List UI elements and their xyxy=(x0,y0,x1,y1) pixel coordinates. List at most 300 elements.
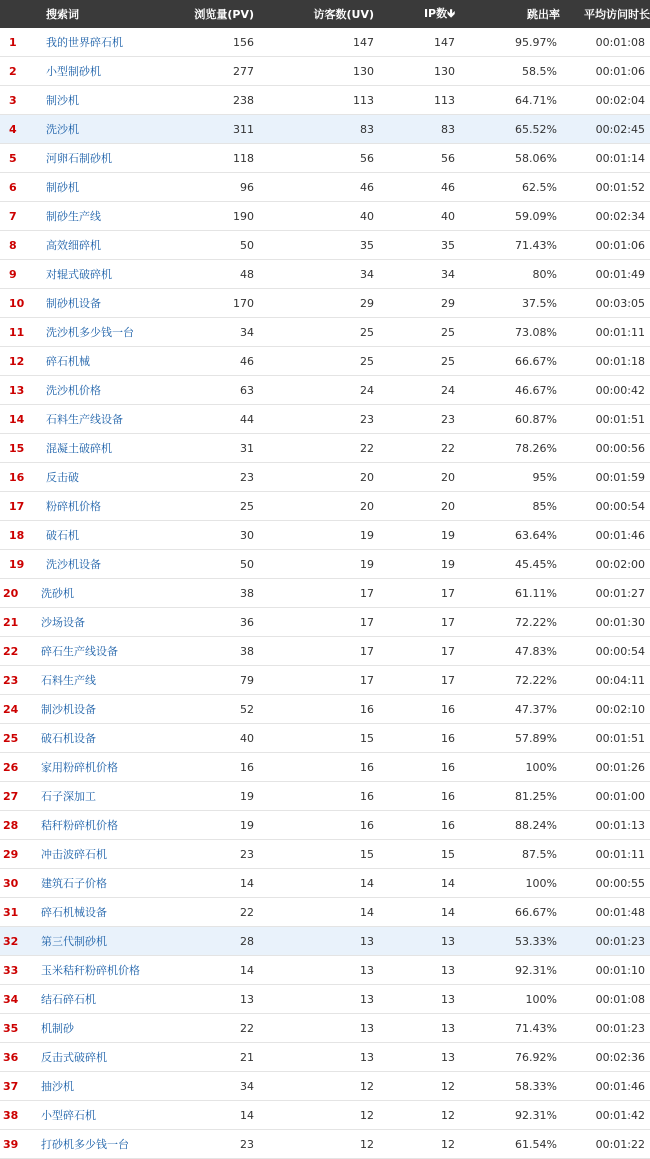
avg-visit-time-value: 00:01:18 xyxy=(560,347,650,376)
pv-value: 13 xyxy=(156,985,254,1014)
table-row xyxy=(0,898,650,927)
row-index: 3 xyxy=(0,86,36,115)
bounce-rate-value: 72.22% xyxy=(459,666,560,695)
table-row xyxy=(0,463,650,492)
ip-value: 12 xyxy=(374,1072,459,1101)
pv-value: 46 xyxy=(156,347,254,376)
avg-visit-time-value: 00:01:06 xyxy=(560,57,650,86)
keyword-link[interactable]: 洗砂机 xyxy=(36,579,156,608)
avg-visit-time-value: 00:01:42 xyxy=(560,1101,650,1130)
pv-value: 23 xyxy=(156,840,254,869)
keyword-link[interactable]: 制砂生产线 xyxy=(36,202,156,231)
keyword-link[interactable]: 对辊式破碎机 xyxy=(36,260,156,289)
avg-visit-time-value: 00:01:08 xyxy=(560,28,650,57)
keyword-link[interactable]: 我的世界碎石机 xyxy=(36,28,156,57)
ip-value: 16 xyxy=(374,811,459,840)
avg-visit-time-value: 00:01:26 xyxy=(560,753,650,782)
avg-visit-time-value: 00:02:00 xyxy=(560,550,650,579)
table-row xyxy=(0,289,650,318)
avg-visit-time-value: 00:01:22 xyxy=(560,1130,650,1159)
pv-value: 25 xyxy=(156,492,254,521)
uv-value: 16 xyxy=(254,695,374,724)
avg-visit-time-value: 00:01:14 xyxy=(560,144,650,173)
avg-visit-time-value: 00:01:49 xyxy=(560,260,650,289)
avg-visit-time-value: 00:01:30 xyxy=(560,608,650,637)
keyword-link[interactable]: 河卵石制砂机 xyxy=(36,144,156,173)
ip-header-label: IP数 xyxy=(423,6,448,20)
pv-value: 22 xyxy=(156,1014,254,1043)
uv-value: 17 xyxy=(254,579,374,608)
index-header xyxy=(0,0,36,28)
uv-value: 12 xyxy=(254,1072,374,1101)
table-row xyxy=(0,985,650,1014)
keyword-link[interactable]: 制沙机 xyxy=(36,86,156,115)
pv-value: 30 xyxy=(156,521,254,550)
bounce-rate-value: 100% xyxy=(459,985,560,1014)
avg-visit-time-value: 00:01:46 xyxy=(560,521,650,550)
keyword-link[interactable]: 沙场设备 xyxy=(36,608,156,637)
bounce-rate-value: 62.5% xyxy=(459,173,560,202)
table-header-row xyxy=(0,0,650,28)
avg-visit-time-value: 00:00:54 xyxy=(560,637,650,666)
table-row xyxy=(0,608,650,637)
row-index: 31 xyxy=(0,898,36,927)
bounce-rate-value: 37.5% xyxy=(459,289,560,318)
bounce-rate-value: 85% xyxy=(459,492,560,521)
uv-value: 29 xyxy=(254,289,374,318)
row-index: 6 xyxy=(0,173,36,202)
avg-visit-time-value: 00:01:23 xyxy=(560,1014,650,1043)
ip-value: 13 xyxy=(374,1014,459,1043)
pv-value: 38 xyxy=(156,637,254,666)
row-index: 11 xyxy=(0,318,36,347)
ip-value: 40 xyxy=(374,202,459,231)
ip-value: 113 xyxy=(374,86,459,115)
row-index: 29 xyxy=(0,840,36,869)
bounce-rate-value: 53.33% xyxy=(459,927,560,956)
pv-value: 19 xyxy=(156,782,254,811)
bounce-rate-value: 63.64% xyxy=(459,521,560,550)
table-row xyxy=(0,550,650,579)
pv-value: 36 xyxy=(156,608,254,637)
keyword-link[interactable]: 结石碎石机 xyxy=(36,985,156,1014)
ip-value: 25 xyxy=(374,347,459,376)
keyword-link[interactable]: 第三代制砂机 xyxy=(36,927,156,956)
avg-visit-time-value: 00:01:51 xyxy=(560,405,650,434)
keyword-link[interactable]: 碎石机械 xyxy=(36,347,156,376)
pv-value: 23 xyxy=(156,1130,254,1159)
row-index: 24 xyxy=(0,695,36,724)
keyword-link[interactable]: 小型碎石机 xyxy=(36,1101,156,1130)
bounce-rate-value: 64.71% xyxy=(459,86,560,115)
row-index: 1 xyxy=(0,28,36,57)
pv-value: 23 xyxy=(156,463,254,492)
pv-value: 21 xyxy=(156,1043,254,1072)
pv-value: 34 xyxy=(156,1072,254,1101)
ip-value: 130 xyxy=(374,57,459,86)
keyword-link[interactable]: 秸秆粉碎机价格 xyxy=(36,811,156,840)
ip-header[interactable] xyxy=(374,0,459,28)
avg-visit-time-value: 00:02:36 xyxy=(560,1043,650,1072)
bounce-rate-value: 61.54% xyxy=(459,1130,560,1159)
keyword-link[interactable]: 破石机设备 xyxy=(36,724,156,753)
row-index: 23 xyxy=(0,666,36,695)
ip-value: 22 xyxy=(374,434,459,463)
uv-value: 40 xyxy=(254,202,374,231)
keyword-link[interactable]: 洗沙机价格 xyxy=(36,376,156,405)
uv-value: 23 xyxy=(254,405,374,434)
uv-value: 20 xyxy=(254,492,374,521)
keyword-link[interactable]: 小型制砂机 xyxy=(36,57,156,86)
uv-value: 25 xyxy=(254,318,374,347)
keyword-link[interactable]: 破石机 xyxy=(36,521,156,550)
pv-value: 118 xyxy=(156,144,254,173)
row-index: 17 xyxy=(0,492,36,521)
bounce-rate-value: 45.45% xyxy=(459,550,560,579)
row-index: 27 xyxy=(0,782,36,811)
pv-value: 14 xyxy=(156,1101,254,1130)
table-row xyxy=(0,492,650,521)
table-row xyxy=(0,434,650,463)
row-index: 39 xyxy=(0,1130,36,1159)
uv-value: 35 xyxy=(254,231,374,260)
ip-value: 13 xyxy=(374,927,459,956)
ip-value: 19 xyxy=(374,521,459,550)
row-index: 10 xyxy=(0,289,36,318)
bounce-rate-value: 65.52% xyxy=(459,115,560,144)
avg-visit-time-value: 00:01:48 xyxy=(560,898,650,927)
table-row xyxy=(0,115,650,144)
avg-visit-time-value: 00:01:59 xyxy=(560,463,650,492)
uv-value: 17 xyxy=(254,637,374,666)
uv-value: 22 xyxy=(254,434,374,463)
uv-value: 14 xyxy=(254,869,374,898)
row-index: 21 xyxy=(0,608,36,637)
avg-visit-time-value: 00:00:56 xyxy=(560,434,650,463)
avg-visit-time-value: 00:01:23 xyxy=(560,927,650,956)
uv-value: 113 xyxy=(254,86,374,115)
ip-value: 14 xyxy=(374,869,459,898)
keyword-link[interactable]: 碎石生产线设备 xyxy=(36,637,156,666)
uv-value: 46 xyxy=(254,173,374,202)
keyword-link[interactable]: 家用粉碎机价格 xyxy=(36,753,156,782)
table-row xyxy=(0,318,650,347)
row-index: 36 xyxy=(0,1043,36,1072)
table-row xyxy=(0,927,650,956)
table-row xyxy=(0,840,650,869)
bounce-rate-value: 92.31% xyxy=(459,956,560,985)
bounce-rate-value: 46.67% xyxy=(459,376,560,405)
avg-visit-time-value: 00:01:11 xyxy=(560,318,650,347)
uv-value: 16 xyxy=(254,753,374,782)
table-row xyxy=(0,347,650,376)
arrow-down-icon: 🡻 xyxy=(447,6,455,20)
pv-value: 190 xyxy=(156,202,254,231)
avg-visit-time-value: 00:03:05 xyxy=(560,289,650,318)
table-row xyxy=(0,86,650,115)
ip-value: 12 xyxy=(374,1130,459,1159)
uv-value: 12 xyxy=(254,1101,374,1130)
pv-value: 40 xyxy=(156,724,254,753)
ip-value: 13 xyxy=(374,956,459,985)
bounce-rate-value: 88.24% xyxy=(459,811,560,840)
keyword-link[interactable]: 洗沙机 xyxy=(36,115,156,144)
table-row xyxy=(0,579,650,608)
bounce-rate-value: 76.92% xyxy=(459,1043,560,1072)
ip-value: 83 xyxy=(374,115,459,144)
row-index: 4 xyxy=(0,115,36,144)
bounce-rate-value: 95% xyxy=(459,463,560,492)
keyword-link[interactable]: 打砂机多少钱一台 xyxy=(36,1130,156,1159)
bounce-rate-value: 60.87% xyxy=(459,405,560,434)
avg-visit-time-value: 00:00:55 xyxy=(560,869,650,898)
row-index: 16 xyxy=(0,463,36,492)
avg-visit-time-value: 00:01:00 xyxy=(560,782,650,811)
pv-value: 34 xyxy=(156,318,254,347)
avg-visit-time-value: 00:00:42 xyxy=(560,376,650,405)
pv-value: 31 xyxy=(156,434,254,463)
row-index: 37 xyxy=(0,1072,36,1101)
row-index: 22 xyxy=(0,637,36,666)
table-row xyxy=(0,695,650,724)
uv-value: 147 xyxy=(254,28,374,57)
uv-value: 13 xyxy=(254,985,374,1014)
uv-value: 17 xyxy=(254,666,374,695)
pv-header[interactable]: 浏览量(PV) xyxy=(194,8,254,21)
keyword-link[interactable]: 洗沙机多少钱一台 xyxy=(36,318,156,347)
pv-value: 16 xyxy=(156,753,254,782)
ip-value: 17 xyxy=(374,579,459,608)
pv-value: 156 xyxy=(156,28,254,57)
row-index: 26 xyxy=(0,753,36,782)
ip-value: 17 xyxy=(374,608,459,637)
bounce-rate-value: 61.11% xyxy=(459,579,560,608)
uv-value: 56 xyxy=(254,144,374,173)
row-index: 19 xyxy=(0,550,36,579)
avg-visit-time-value: 00:01:10 xyxy=(560,956,650,985)
ip-value: 12 xyxy=(374,1101,459,1130)
row-index: 8 xyxy=(0,231,36,260)
table-row xyxy=(0,57,650,86)
ip-value: 147 xyxy=(374,28,459,57)
bounce-rate-value: 100% xyxy=(459,753,560,782)
ip-value: 16 xyxy=(374,695,459,724)
uv-value: 83 xyxy=(254,115,374,144)
table-row xyxy=(0,956,650,985)
table-body xyxy=(0,28,650,1159)
ip-value: 25 xyxy=(374,318,459,347)
row-index: 18 xyxy=(0,521,36,550)
row-index: 25 xyxy=(0,724,36,753)
keyword-link[interactable]: 建筑石子价格 xyxy=(36,869,156,898)
table-row xyxy=(0,231,650,260)
avg-visit-time-value: 00:01:52 xyxy=(560,173,650,202)
keyword-link[interactable]: 石料生产线 xyxy=(36,666,156,695)
row-index: 2 xyxy=(0,57,36,86)
pv-value: 277 xyxy=(156,57,254,86)
table-row xyxy=(0,811,650,840)
row-index: 5 xyxy=(0,144,36,173)
pv-value: 44 xyxy=(156,405,254,434)
bounce-rate-value: 47.83% xyxy=(459,637,560,666)
bounce-rate-value: 58.06% xyxy=(459,144,560,173)
pv-value: 50 xyxy=(156,231,254,260)
keyword-link[interactable]: 机制砂 xyxy=(36,1014,156,1043)
ip-value: 13 xyxy=(374,985,459,1014)
bounce-rate-value: 80% xyxy=(459,260,560,289)
avg-visit-time-value: 00:01:08 xyxy=(560,985,650,1014)
bounce-rate-value: 72.22% xyxy=(459,608,560,637)
row-index: 28 xyxy=(0,811,36,840)
bounce-rate-value: 58.5% xyxy=(459,57,560,86)
keyword-link[interactable]: 石子深加工 xyxy=(36,782,156,811)
pv-value: 38 xyxy=(156,579,254,608)
ip-value: 23 xyxy=(374,405,459,434)
bounce-rate-value: 66.67% xyxy=(459,347,560,376)
bounce-rate-value: 57.89% xyxy=(459,724,560,753)
bounce-rate-value: 59.09% xyxy=(459,202,560,231)
avg-visit-time-value: 00:02:34 xyxy=(560,202,650,231)
pv-value: 170 xyxy=(156,289,254,318)
pv-value: 79 xyxy=(156,666,254,695)
pv-value: 63 xyxy=(156,376,254,405)
uv-value: 13 xyxy=(254,927,374,956)
ip-value: 14 xyxy=(374,898,459,927)
table-row xyxy=(0,28,650,57)
keyword-link[interactable]: 粉碎机价格 xyxy=(36,492,156,521)
bounce-rate-value: 66.67% xyxy=(459,898,560,927)
avg-visit-time-value: 00:02:45 xyxy=(560,115,650,144)
keyword-link[interactable]: 反击破 xyxy=(36,463,156,492)
avg-visit-time-value: 00:04:11 xyxy=(560,666,650,695)
pv-value: 19 xyxy=(156,811,254,840)
pv-value: 14 xyxy=(156,956,254,985)
avg-visit-time-value: 00:01:27 xyxy=(560,579,650,608)
ip-value: 17 xyxy=(374,666,459,695)
keyword-link[interactable]: 抽沙机 xyxy=(36,1072,156,1101)
ip-value: 20 xyxy=(374,463,459,492)
table-row xyxy=(0,1043,650,1072)
bounce-rate-value: 100% xyxy=(459,869,560,898)
uv-value: 12 xyxy=(254,1130,374,1159)
ip-value: 46 xyxy=(374,173,459,202)
uv-value: 34 xyxy=(254,260,374,289)
row-index: 34 xyxy=(0,985,36,1014)
uv-header[interactable]: 访客数(UV) xyxy=(313,8,374,21)
keyword-link[interactable]: 玉米秸秆粉碎机价格 xyxy=(36,956,156,985)
bounce-rate-value: 47.37% xyxy=(459,695,560,724)
avg-visit-time-value: 00:01:11 xyxy=(560,840,650,869)
uv-value: 24 xyxy=(254,376,374,405)
bounce-rate-value: 87.5% xyxy=(459,840,560,869)
table-row xyxy=(0,666,650,695)
table-row xyxy=(0,376,650,405)
table-row xyxy=(0,869,650,898)
uv-value: 19 xyxy=(254,521,374,550)
row-index: 12 xyxy=(0,347,36,376)
uv-value: 19 xyxy=(254,550,374,579)
bounce-rate-value: 81.25% xyxy=(459,782,560,811)
keyword-link[interactable]: 反击式破碎机 xyxy=(36,1043,156,1072)
table-row xyxy=(0,724,650,753)
keyword-link[interactable]: 石料生产线设备 xyxy=(36,405,156,434)
uv-value: 16 xyxy=(254,811,374,840)
pv-value: 311 xyxy=(156,115,254,144)
row-index: 7 xyxy=(0,202,36,231)
bounce-rate-value: 58.33% xyxy=(459,1072,560,1101)
table-row xyxy=(0,202,650,231)
keyword-link[interactable]: 冲击波碎石机 xyxy=(36,840,156,869)
ip-value: 15 xyxy=(374,840,459,869)
keyword-link[interactable]: 高效细碎机 xyxy=(36,231,156,260)
ip-value: 16 xyxy=(374,753,459,782)
table-row xyxy=(0,753,650,782)
row-index: 14 xyxy=(0,405,36,434)
keyword-link[interactable]: 制沙机设备 xyxy=(36,695,156,724)
avg-visit-time-value: 00:02:04 xyxy=(560,86,650,115)
bounce-rate-value: 92.31% xyxy=(459,1101,560,1130)
keyword-link[interactable]: 洗沙机设备 xyxy=(36,550,156,579)
avg-visit-time-value: 00:01:06 xyxy=(560,231,650,260)
table-row xyxy=(0,521,650,550)
bounce-rate-header[interactable]: 跳出率 xyxy=(527,8,560,21)
ip-value: 17 xyxy=(374,637,459,666)
bounce-rate-value: 71.43% xyxy=(459,1014,560,1043)
row-index: 13 xyxy=(0,376,36,405)
bounce-rate-value: 78.26% xyxy=(459,434,560,463)
ip-value: 16 xyxy=(374,782,459,811)
row-index: 33 xyxy=(0,956,36,985)
row-index: 9 xyxy=(0,260,36,289)
avg-visit-time-header[interactable]: 平均访问时长 xyxy=(584,8,650,21)
ip-value: 24 xyxy=(374,376,459,405)
table-row xyxy=(0,637,650,666)
uv-value: 13 xyxy=(254,1043,374,1072)
ip-value: 56 xyxy=(374,144,459,173)
keyword-link[interactable]: 碎石机械设备 xyxy=(36,898,156,927)
table-row xyxy=(0,782,650,811)
uv-value: 14 xyxy=(254,898,374,927)
keyword-link[interactable]: 混凝土破碎机 xyxy=(36,434,156,463)
uv-value: 20 xyxy=(254,463,374,492)
table-row xyxy=(0,1014,650,1043)
row-index: 35 xyxy=(0,1014,36,1043)
table-row xyxy=(0,1130,650,1159)
pv-value: 238 xyxy=(156,86,254,115)
ip-value: 13 xyxy=(374,1043,459,1072)
table-row xyxy=(0,173,650,202)
pv-value: 48 xyxy=(156,260,254,289)
avg-visit-time-value: 00:01:13 xyxy=(560,811,650,840)
ip-value: 19 xyxy=(374,550,459,579)
table-row xyxy=(0,1101,650,1130)
ip-value: 16 xyxy=(374,724,459,753)
uv-value: 13 xyxy=(254,956,374,985)
pv-value: 96 xyxy=(156,173,254,202)
row-index: 32 xyxy=(0,927,36,956)
table-row xyxy=(0,1072,650,1101)
pv-value: 28 xyxy=(156,927,254,956)
bounce-rate-value: 95.97% xyxy=(459,28,560,57)
keyword-link[interactable]: 制砂机 xyxy=(36,173,156,202)
bounce-rate-value: 73.08% xyxy=(459,318,560,347)
row-index: 20 xyxy=(0,579,36,608)
keyword-header[interactable]: 搜索词 xyxy=(46,8,79,21)
table-row xyxy=(0,405,650,434)
keyword-link[interactable]: 制砂机设备 xyxy=(36,289,156,318)
uv-value: 13 xyxy=(254,1014,374,1043)
row-index: 15 xyxy=(0,434,36,463)
